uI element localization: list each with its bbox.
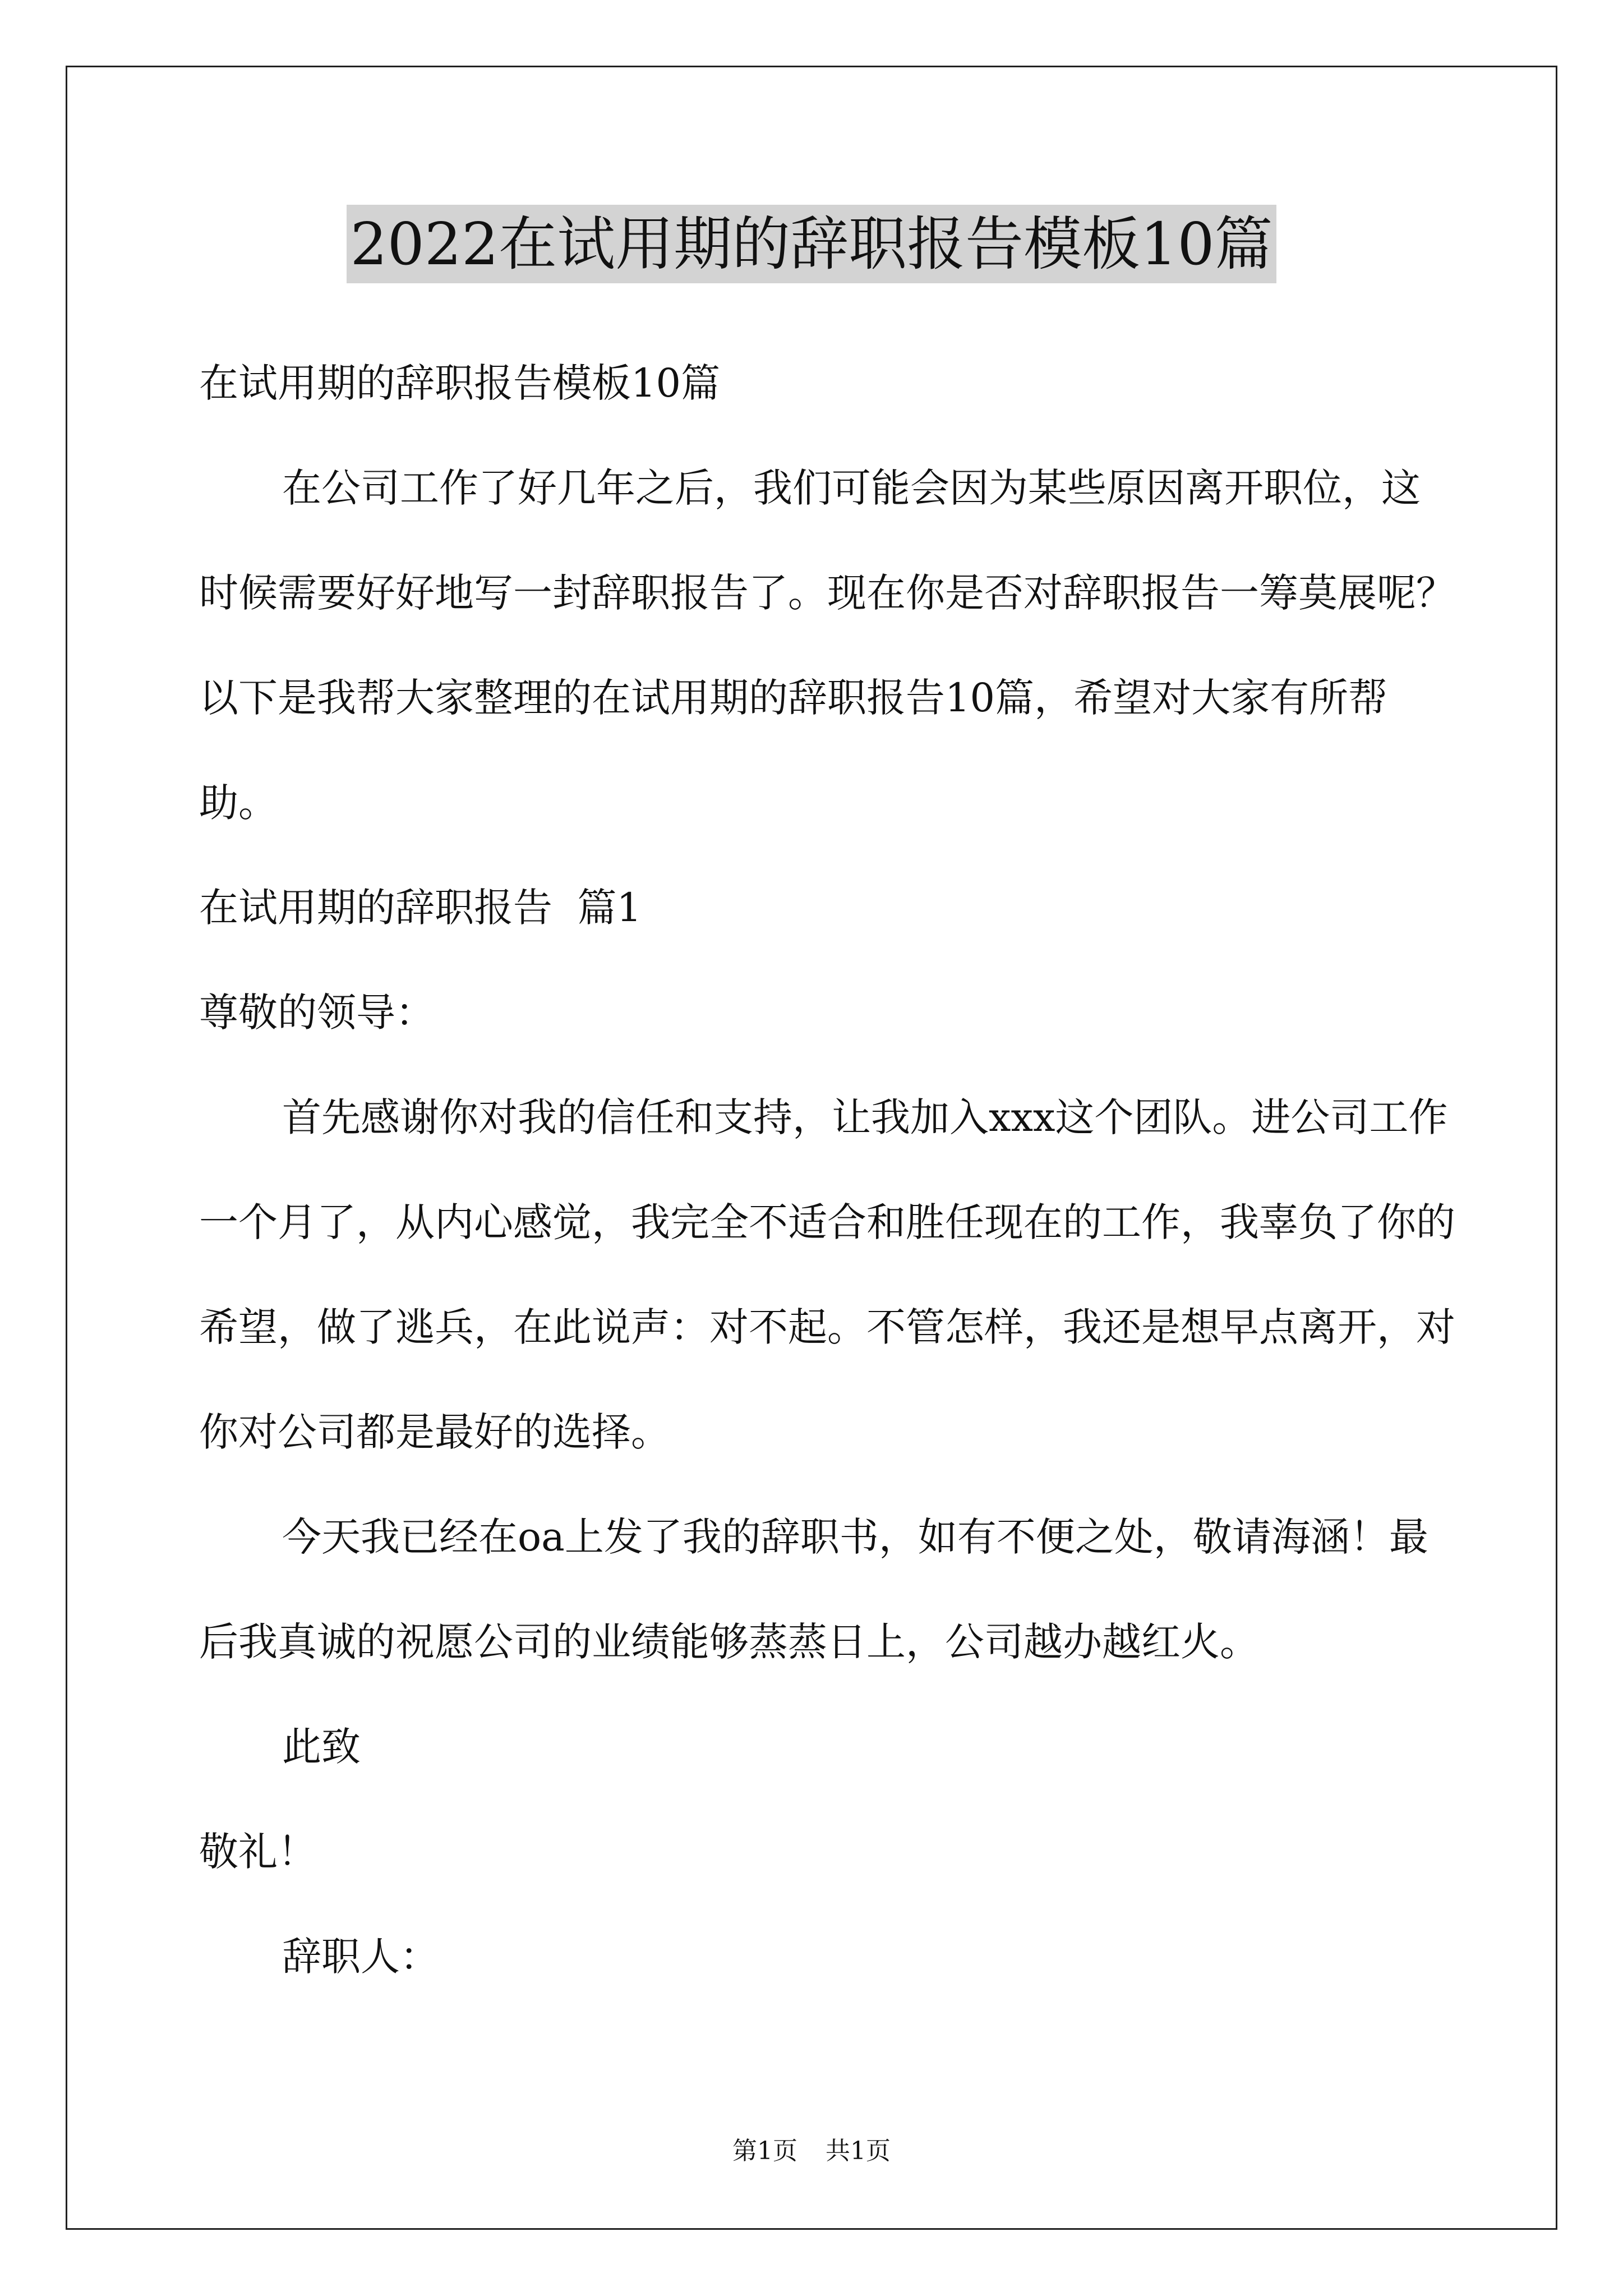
body-paragraph-2: 今天我已经在oa上发了我的辞职书，如有不便之处，敬请海涵！最后我真诚的祝愿公司的业绩能够蒸蒸日上，公司越办越红火。 [199,1514,1428,1665]
page-number-total: 共1页 [826,2137,891,2165]
intro-paragraph: 在公司工作了好几年之后，我们可能会因为某些原因离开职位，这时候需要好好地写一封辞职报告了。现在你是否对辞职报告一筹莫展呢？以下是我帮大家整理的在试用期的辞职报告10篇，希望对大家有所帮助。 [199,465,1455,826]
closing-line-1: 此致 [282,1724,361,1770]
closing-line-2: 敬礼！ [199,1829,317,1875]
page-number-current: 第1页 [732,2137,797,2165]
signature-label: 辞职人： [282,1934,439,1980]
page-footer [0,2134,1623,2168]
document-title: 2022在试用期的辞职报告模板10篇 [347,205,1276,283]
section-heading: 在试用期的辞职报告 篇1 [199,885,642,931]
body-paragraph-1: 首先感谢你对我的信任和支持，让我加入xxx这个团队。进公司工作一个月了，从内心感觉，我完全不适合和胜任现在的工作，我辜负了你的希望，做了逃兵，在此说声：对不起。不管怎样，我还是想早点离开，对你对公司都是最好的选择。 [199,1094,1455,1455]
document-subtitle: 在试用期的辞职报告模板10篇 [199,360,721,406]
salutation: 尊敬的领导： [199,990,435,1036]
title-container [0,205,1623,283]
document-body [199,331,1455,2009]
